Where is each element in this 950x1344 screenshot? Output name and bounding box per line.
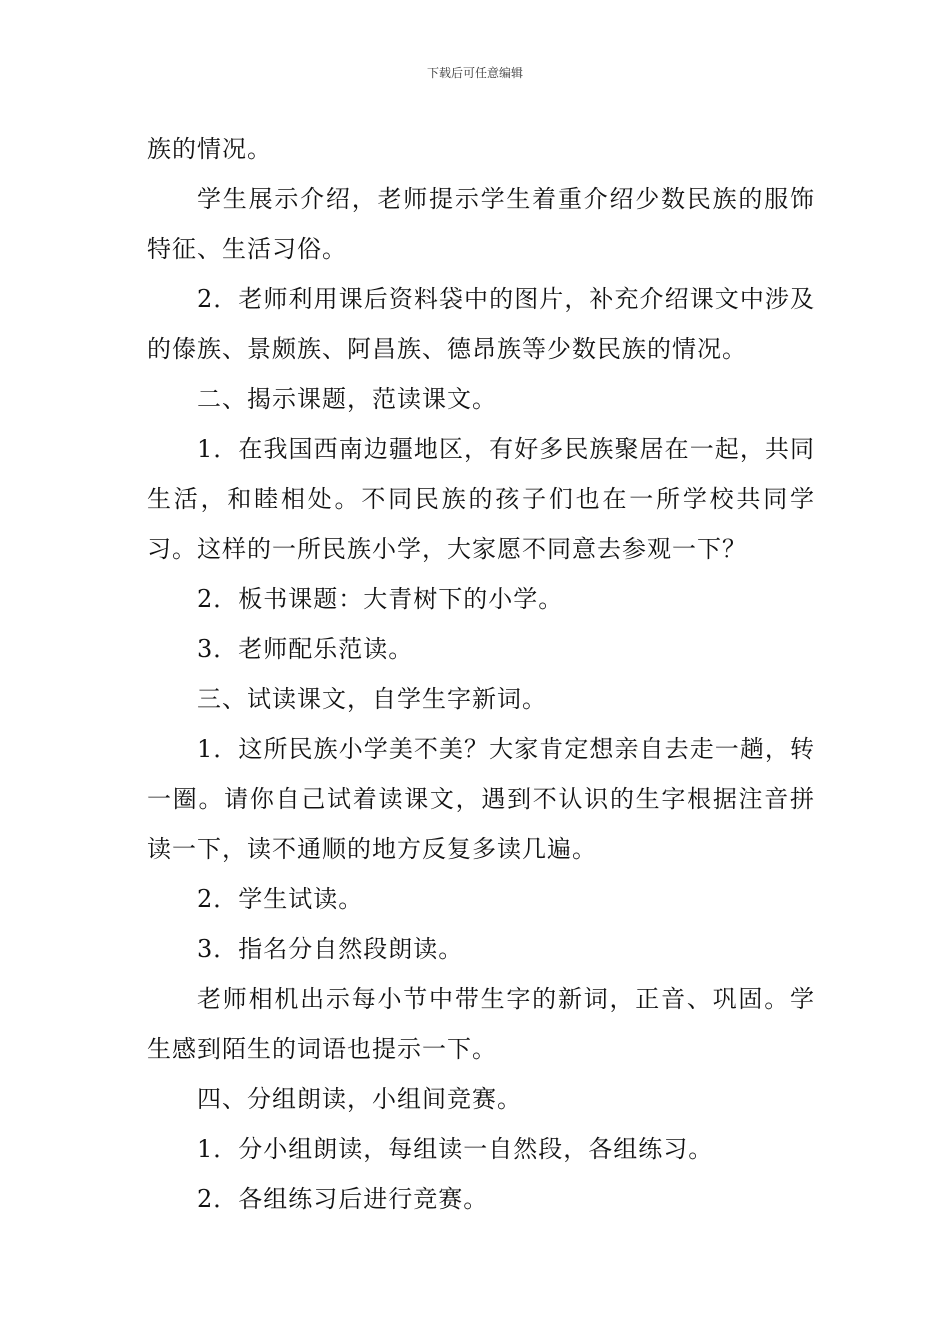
page-header: 下载后可任意编辑 [426, 66, 523, 80]
paragraph-2: 学生展示介绍，老师提示学生着重介绍少数民族的服饰特征、生活习俗。 [147, 185, 815, 263]
paragraph-7: 3．老师配乐范读。 [197, 635, 414, 663]
section-heading-2: 二、揭示课题，范读课文。 [197, 385, 497, 413]
paragraph-5: 1．在我国西南边疆地区，有好多民族聚居在一起，共同生活，和睦相处。不同民族的孩子们也在一所学校共同学习。这样的一所民族小学，大家愿不同意去参观一下？ [147, 435, 815, 563]
section-heading-3: 三、试读课文，自学生字新词。 [197, 685, 547, 713]
paragraph-9: 1．这所民族小学美不美？大家肯定想亲自去走一趟，转一圈。请你自己试着读课文，遇到不认识的生字根据注音拼读一下，读不通顺的地方反复多读几遍。 [147, 735, 815, 863]
paragraph-14: 1．分小组朗读，每组读一自然段，各组练习。 [197, 1135, 714, 1163]
paragraph-12: 老师相机出示每小节中带生字的新词，正音、巩固。学生感到陌生的词语也提示一下。 [147, 985, 815, 1063]
paragraph-1: 族的情况。 [147, 135, 272, 163]
paragraph-6: 2．板书课题：大青树下的小学。 [197, 585, 564, 613]
paragraph-10: 2．学生试读。 [197, 885, 364, 913]
document-body [147, 124, 815, 1224]
paragraph-11: 3．指名分自然段朗读。 [197, 935, 464, 963]
paragraph-15: 2．各组练习后进行竞赛。 [197, 1185, 489, 1213]
paragraph-3: 2．老师利用课后资料袋中的图片，补充介绍课文中涉及的傣族、景颇族、阿昌族、德昂族等少数民族的情况。 [147, 285, 815, 363]
section-heading-4: 四、分组朗读，小组间竞赛。 [197, 1085, 522, 1113]
